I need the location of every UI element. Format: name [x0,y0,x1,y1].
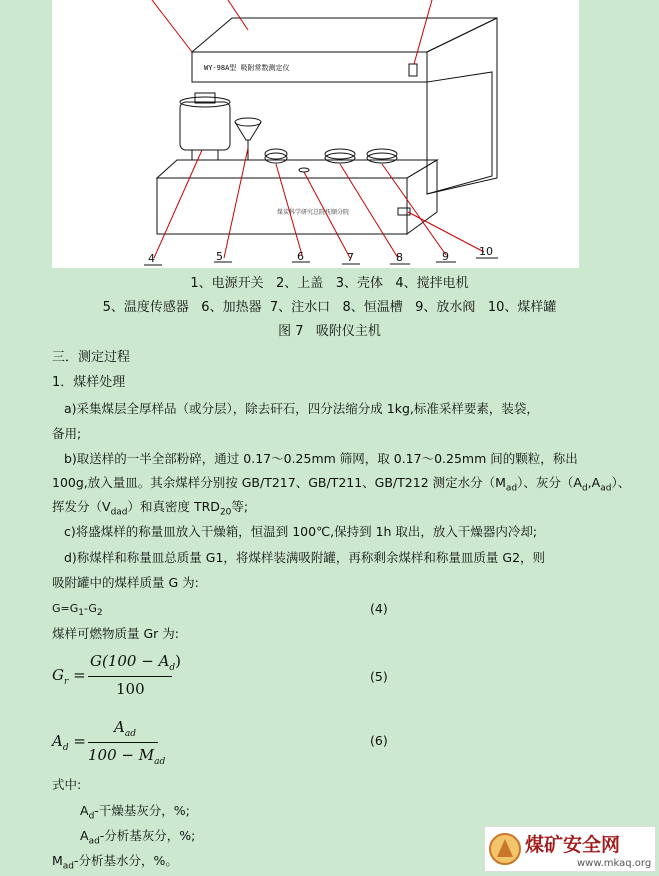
callout-8: 8 [396,251,403,264]
base-label: 煤炭科学研究总院抚顺分院 [277,209,350,216]
logo-emblem [485,827,655,871]
callout-10: 10 [479,245,493,258]
definition-ad: $A_d-$干燥基灰分，%; [80,803,190,822]
site-logo [484,826,656,872]
para-b-line1: b)取送样的一半全部粉碎，通过 0.17～0.25mm 筛网，取 0.17～0.25mm 间的颗粒，称出 [64,451,578,466]
caption-line-1: 1、电源开关 2、上盖 3、壳体 4、搅拌电机 [190,276,469,291]
equation-5: $G_r$ = $G(100 - A_d)$ 100 [52,652,182,698]
equation-4: $G=G_1-G_2$ [52,602,103,619]
figure-title: 图 7 吸附仪主机 [278,324,381,339]
callout-6: 6 [297,250,304,263]
para-c: c)将盛煤样的称量皿放入干燥箱，恒温到 100℃,保持到 1h 取出，放入干燥器内冷却; [64,524,538,539]
para-b-line2: 100g,放入量皿。其余煤样分别按 GB/T217、GB/T211、GB/T212 测定水分$(M_{ad})$、灰分$(A_d,A_{ad})$、 [52,475,631,494]
para-d-line1: d)称煤样和称量皿总质量 G1，将煤样装满吸附罐，再称剩余煤样和称量皿质量 G2，则 [64,550,546,565]
caption-line-2: 5、温度传感器 6、加热器 7、注水口 8、恒温槽 9、放水阀 10、煤样罐 [102,300,557,315]
section-heading: 三．测定过程 [52,350,131,365]
para-d-line2: 吸附罐中的煤样质量 G 为: [52,575,199,590]
callout-5: 5 [216,250,223,263]
subsection-heading: 1．煤样处理 [52,375,126,390]
where-label: 式中: [52,777,82,792]
equation-6: $A_d$ = $A_{ad}$ $100 - M_{ad}$ [52,718,166,767]
definition-mad: $M_{ad}-$分析基水分，%。 [52,853,178,872]
callout-9: 9 [442,250,449,263]
gr-intro: 煤样可燃物质量 Gr 为: [52,626,179,641]
definition-aad: $A_{ad}-$分析基灰分，%; [80,828,196,847]
para-b-line3: 挥发分$(V_{dad})$和真密度 $TRD_{20}$等; [52,499,249,518]
equation-5-number: (5) [370,669,388,684]
callout-7: 7 [347,251,354,264]
instrument-drawing [52,0,579,268]
equation-4-number: (4) [370,601,388,616]
logo-url: www.mkaq.org [577,858,652,869]
callout-4: 4 [148,252,155,265]
para-a-line1: a)采集煤层全厚样品（或分层），除去矸石，四分法缩分成 1kg,标准采样要素，装袋， [64,401,539,416]
instrument-figure [52,0,579,268]
logo-title: 煤矿安全网 [525,834,621,856]
equation-6-number: (6) [370,733,388,748]
panel-label: WY-98A型 吸附常数测定仪 [204,64,290,72]
para-a-line2: 备用; [52,426,82,441]
